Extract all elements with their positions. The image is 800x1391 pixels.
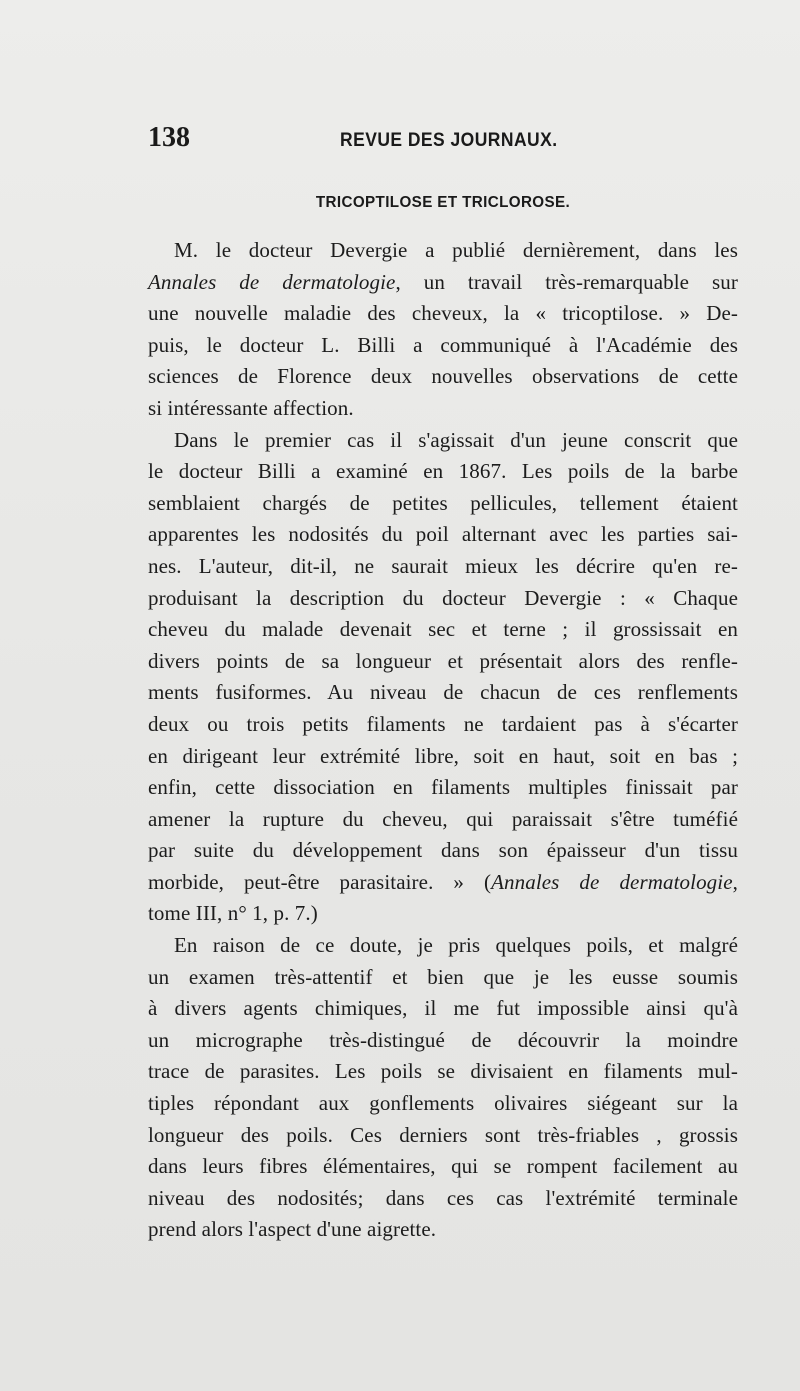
text-line	[148, 1151, 738, 1183]
section-title: TRICOPTILOSE ET TRICLOROSE.	[315, 194, 571, 211]
text-segment: cheveu du malade devenait sec et terne ; il grossissait en	[148, 617, 738, 642]
article-body	[148, 235, 738, 1246]
text-line	[148, 488, 738, 520]
text-line	[148, 646, 738, 678]
text-segment: niveau des nodosités; dans ces cas l'extrémité terminale	[148, 1185, 738, 1210]
text-segment: tiples répondant aux gonflements olivaires siégeant sur la	[148, 1091, 738, 1116]
text-line	[148, 930, 738, 962]
text-line	[148, 393, 738, 425]
text-segment: ments fusiformes. Au niveau de chacun de ces renflements	[148, 680, 738, 705]
text-segment: un examen très-attentif et bien que je les eusse soumis	[148, 964, 738, 989]
text-line	[148, 804, 738, 836]
italic-text: Annales de dermatologie	[148, 269, 396, 294]
text-segment: si intéressante affection.	[148, 395, 354, 420]
text-line	[148, 835, 738, 867]
text-segment: un micrographe très-distingué de découvrir la moindre	[148, 1027, 738, 1052]
text-segment: apparentes les nodosités du poil alternant avec les parties sai-	[148, 522, 738, 547]
text-segment: Dans le premier cas il s'agissait d'un jeune conscrit que	[174, 427, 738, 452]
text-line	[148, 962, 738, 994]
text-segment: enfin, cette dissociation en filaments multiples finissait par	[148, 775, 738, 800]
text-line	[148, 235, 738, 267]
text-segment: le docteur Billi a examiné en 1867. Les poils de la barbe	[148, 459, 738, 484]
text-line	[148, 709, 738, 741]
text-segment: morbide, peut-être parasitaire. » (	[148, 869, 492, 894]
text-segment: M. le docteur Devergie a publié dernièrement, dans les	[174, 238, 738, 262]
text-line	[148, 677, 738, 709]
text-line	[148, 1025, 738, 1057]
text-line	[148, 425, 738, 457]
text-segment: amener la rupture du cheveu, qui paraissait s'être tuméfié	[148, 806, 738, 831]
text-line	[148, 361, 738, 393]
text-line	[148, 898, 738, 930]
text-segment: divers points de sa longueur et présentait alors des renfle-	[148, 648, 738, 673]
italic-text: Annales de dermatologie	[491, 869, 733, 894]
text-line	[148, 1183, 738, 1215]
text-line	[148, 772, 738, 804]
text-line	[148, 1056, 738, 1088]
text-line	[148, 614, 738, 646]
text-segment: En raison de ce doute, je pris quelques poils, et malgré	[174, 933, 738, 958]
text-segment: longueur des poils. Ces derniers sont très-friables , grossis	[148, 1122, 738, 1147]
text-line	[148, 298, 738, 330]
text-segment: à divers agents chimiques, il me fut impossible ainsi qu'à	[148, 996, 738, 1021]
text-segment: par suite du développement dans son épaisseur d'un tissu	[148, 838, 738, 863]
text-line	[148, 519, 738, 551]
text-segment: nes. L'auteur, dit-il, ne saurait mieux les décrire qu'en re-	[148, 553, 738, 578]
text-segment: dans leurs fibres élémentaires, qui se rompent facilement au	[148, 1154, 738, 1179]
text-line	[148, 993, 738, 1025]
text-segment: produisant la description du docteur Devergie : « Chaque	[148, 585, 738, 610]
text-segment: en dirigeant leur extrémité libre, soit en haut, soit en bas ;	[148, 743, 738, 768]
text-line	[148, 1214, 738, 1246]
text-segment: deux ou trois petits filaments ne tardaient pas à s'écarter	[148, 711, 738, 736]
text-segment: ,	[732, 869, 738, 894]
text-line	[148, 1088, 738, 1120]
text-segment: semblaient chargés de petites pellicules, tellement étaient	[148, 490, 738, 515]
text-line	[148, 456, 738, 488]
text-line	[148, 867, 738, 899]
text-segment: tome III, n° 1, p. 7.)	[148, 901, 318, 926]
text-segment: trace de parasites. Les poils se divisaient en filaments mul-	[148, 1059, 738, 1084]
text-line	[148, 551, 738, 583]
text-segment: , un travail très-remarquable sur	[395, 269, 738, 294]
text-segment: prend alors l'aspect d'une aigrette.	[148, 1217, 437, 1242]
running-head: REVUE DES JOURNAUX.	[340, 130, 558, 151]
text-line	[148, 330, 738, 362]
text-line	[148, 583, 738, 615]
page-header	[148, 122, 738, 158]
text-line	[148, 1120, 738, 1152]
text-segment: puis, le docteur L. Billi a communiqué à l'Académie des	[148, 332, 738, 357]
text-segment: une nouvelle maladie des cheveux, la « tricoptilose. » De-	[148, 301, 738, 326]
page-number: 138	[148, 122, 190, 153]
text-line	[148, 267, 738, 299]
text-segment: sciences de Florence deux nouvelles observations de cette	[148, 364, 738, 389]
text-line	[148, 741, 738, 773]
